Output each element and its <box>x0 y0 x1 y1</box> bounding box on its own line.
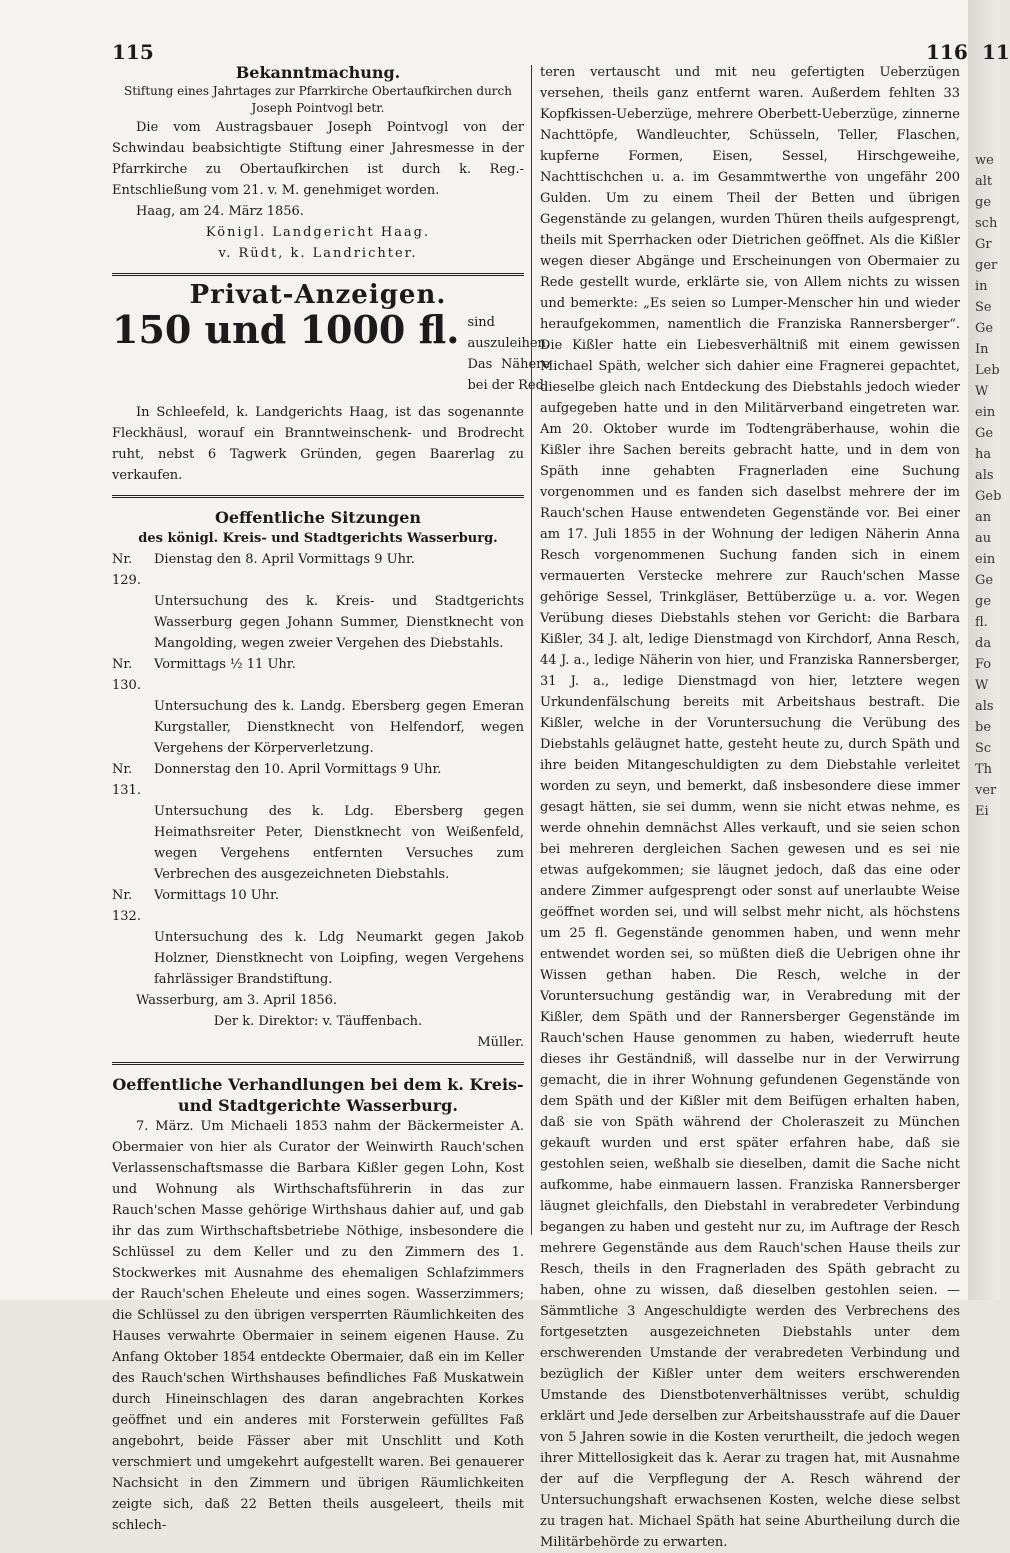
edge-fragment: be <box>975 720 992 735</box>
session-head: Donnerstag den 10. April Vormittags 9 Uhr. <box>154 762 442 777</box>
edge-fragment: in <box>975 279 988 294</box>
edge-fragment: W <box>975 384 989 399</box>
edge-fragment: W <box>975 678 989 693</box>
session-text: Untersuchung des k. Ldg. Ebersberg gegen Heimathsreiter Peter, Dienstknecht von Weißenfeld, wegen Vergehens entfernten Versuches zum Verbrechen des ausgezeichneten Diebstahls. <box>154 804 524 882</box>
edge-fragment: In <box>975 342 989 357</box>
page-number-edge: 11 <box>982 40 1010 64</box>
section-rule <box>112 273 524 276</box>
edge-fragment: als <box>975 468 994 483</box>
notice-date: Haag, am 24. März 1856. <box>136 204 304 219</box>
sale-ad-text: In Schleefeld, k. Landgerichts Haag, ist das sogenannte Fleckhäusl, worauf ein Branntweinschenk- und Brodrecht ruht, nebst 6 Tagwerk Gründen, gegen Baarerlag zu verkaufen. <box>112 405 524 483</box>
sessions-subtitle: des königl. Kreis- und Stadtgerichts Wasserburg. <box>138 531 498 546</box>
left-column <box>112 62 551 1536</box>
trial-title: Oeffentliche Verhandlungen bei dem k. Kreis- und Stadtgerichte Wasserburg. <box>112 1075 524 1115</box>
session-text: Untersuchung des k. Ldg Neumarkt gegen Jakob Holzner, Dienstknecht von Loipfing, wegen Vergehens fahrlässiger Brandstiftung. <box>154 930 524 987</box>
session-number: Nr. 129. <box>112 552 141 588</box>
edge-fragment: Fo <box>975 657 992 672</box>
session-head: Vormittags 10 Uhr. <box>154 888 279 903</box>
loan-ad-text: sind auszuleihen. Das Nähere bei der Red. <box>467 315 551 393</box>
sessions-signature: Der k. Direktor: v. Täuffenbach. <box>213 1014 423 1029</box>
section-rule <box>112 495 524 498</box>
edge-fragment: ge <box>975 594 992 609</box>
notice-subtitle: Stiftung eines Jahrtages zur Pfarrkirche Obertaufkirchen durch Joseph Pointvogl betr. <box>124 84 512 115</box>
edge-fragment: we <box>975 153 994 168</box>
loan-amount: 150 und 1000 fl. <box>112 307 460 352</box>
edge-fragment: Ge <box>975 573 994 588</box>
session-text: Untersuchung des k. Landg. Ebersberg gegen Emeran Kurgstaller, Dienstknecht von Helfendorf, wegen Vergehens der Körperverletzung. <box>154 699 524 756</box>
edge-fragment: ein <box>975 405 996 420</box>
session-entry <box>112 549 524 654</box>
column-divider <box>531 65 532 1235</box>
edge-fragment: fl. <box>975 615 988 630</box>
page-number-right: 116 <box>926 40 968 64</box>
loan-ad <box>112 307 551 396</box>
edge-fragment: Leb <box>975 363 1000 378</box>
notice-title: Bekanntmachung. <box>235 63 401 82</box>
adjacent-page-fragments <box>975 150 1000 822</box>
edge-fragment: Ei <box>975 804 989 819</box>
section-rule <box>112 1062 524 1065</box>
sessions-title: Oeffentliche Sitzungen <box>214 508 422 527</box>
session-number: Nr. 132. <box>112 888 141 924</box>
edge-fragment: ha <box>975 447 992 462</box>
edge-fragment: ein <box>975 552 996 567</box>
session-number: Nr. 131. <box>112 762 141 798</box>
edge-fragment: Se <box>975 300 992 315</box>
session-head: Vormittags ½ 11 Uhr. <box>154 657 296 672</box>
notice-court: Königl. Landgericht Haag. <box>205 225 431 240</box>
edge-fragment: sch <box>975 216 998 231</box>
edge-fragment: Geb <box>975 489 1002 504</box>
edge-fragment: Gr <box>975 237 992 252</box>
session-entry <box>112 759 524 885</box>
trial-text: 7. März. Um Michaeli 1853 nahm der Bäckermeister A. Obermaier von hier als Curator der Weinwirth Rauch'schen Verlassenschaftsmasse die Barbara Kißler gegen Lohn, Kost und Wohnung als Wirthschaftsführerin in das zur Rauch'schen Masse gehörige Wirthshaus dahier auf, und gab ihr das zum Wirthschaftsbetriebe Nöthige, insbesondere die Schlüssel zu dem Keller und zu den Zimmern des 1. Stockwerkes mit Ausnahme des ehemaligen Schlafzimmers der Rauch'schen Eheleute und eines sogen. Wasserzimmers; die Schlüssel zu den übrigen versperrten Räumlichkeiten des Hauses verwahrte Obermaier in seinem eigenen Hause. Zu Anfang Oktober 1854 entdeckte Obermaier, daß ein im Keller des Rauch'schen Wirthshauses befindliches Faß Muskatwein durch Hineinschlagen des daran angebrachten Korkes geöffnet und ein anderes mit Forsterwein gefülltes Faß angebohrt, beide Fässer aber mit Unschlitt und Koth verschmiert und umgekehrt aufgestellt waren. Bei genauerer Nachsicht in den Zimmern und übrigen Räumlichkeiten zeigte sich, daß 22 Betten theils ausgeleert, theils mit schlech- <box>112 1119 524 1533</box>
notice-signature: v. Rüdt, k. Landrichter. <box>218 246 418 261</box>
edge-fragment: alt <box>975 174 993 189</box>
edge-fragment: als <box>975 699 994 714</box>
sessions-date: Wasserburg, am 3. April 1856. <box>136 993 338 1008</box>
sessions-signature-2: Müller. <box>477 1035 524 1050</box>
trial-text-continued: teren vertauscht und mit neu gefertigten Ueberzügen versehen, theils ganz entfernt waren. Außerdem fehlten 33 Kopfkissen-Ueberzüge, mehrere Oberbett-Ueberzüge, zinnerne Nachttöpfe, Wandleuchter, Schüsseln, Teller, Flaschen, kupferne Formen, Eisen, Sessel, Hirschgeweihe, Nachttischchen u. a. im Gesammtwerthe von ungefähr 200 Gulden. Um zu einem Theil der Betten und übrigen Gegenstände zu gelangen, wurden Thüren theils aufgesprengt, theils mit Sperrhacken oder Dietrichen geöffnet. Als die Kißler wegen dieser Abgänge und Erscheinungen von Obermaier zu Rede gestellt wurde, erklärte sie, von Allem nichts zu wissen und bemerkte: „Es seien so Lumper-Menscher hin und wieder heraufgekommen, namentlich die Franziska Rannersberger“. Die Kißler hatte ein Liebesverhältniß mit einem gewissen Michael Späth, welcher sich dahier eine Fragnerei gepachtet, dieselbe gleich nach Entdeckung des Diebstahls jedoch wieder aufgegeben hatte und in den Militärverband eingetreten war. Am 20. Oktober wurde im Todtengräberhause, wohin die Kißler ihre Sachen bereits gebracht hatte, und in dem von Späth inne gehabten Fragnerladen eine Suchung vorgenommen und es fanden sich daselbst mehrere der im Rauch'schen Hause entwendeten Gegenstände vor. Bei einer am 17. Juli 1855 in der Wohnung der ledigen Näherin Anna Resch vorgenommenen Suchung fanden sich in einem vermauerten Verstecke mehrere zur Rauch'schen Masse gehörige Sessel, Trinkgläser, Bettüberzüge u. a. vor. Wegen Verübung dieses Diebstahls stehen vor Gericht: die Barbara Kißler, 34 J. alt, ledige Dienstmagd von Kirchdorf, Anna Resch, 44 J. a., ledige Näherin von hier, und Franziska Rannersberger, 31 J. a., ledige Dienstmagd von hier, letztere wegen Urkundenfälschung bereits mit Arbeitshaus bestraft. Die Kißler, welche in der Voruntersuchung die Verübung des Diebstahls geläugnet hatte, gesteht heute zu, durch Späth und ihre beiden Mitangeschuldigten zu dem Diebstahle verleitet worden zu seyn, und bemerkt, daß insbesondere diese immer gesagt hätten, sie sei dumm, wenn sie nicht etwas nehme, es werde ohnehin demnächst Alles verkauft, und sie seien schon bei mehreren dergleichen Sachen gewesen und es sei nie etwas aufgekommen; sie läugnet jedoch, daß das eine oder andere Zimmer aufgesprengt oder sonst auf unerlaubte Weise geöffnet worden sei, und will selbst mehr nicht, als höchstens um 25 fl. Gegenstände genommen haben, und wenn mehr entwendet worden sei, so müßten dieß die Uebrigen ohne ihr Wissen gethan haben. Die Resch, welche in der Voruntersuchung geständig war, in Verabredung mit der Kißler, dem Späth und der Rannersberger Gegenstände im Rauch'schen Hause genommen zu haben, wiederruft heute dieses ihr Geständniß, will dasselbe nur in der Verwirrung gemacht, die in ihrer Wohnung gefundenen Gegenstände von dem Späth und der Kißler mit dem Beifügen erhalten haben, daß sie von Späth während der Choleraszeit zu München gekauft wurden und erst später erfahren habe, daß sie gestohlen seien, weßhalb sie dieselben, damit die Sache nicht aufkomme, habe einmauern lassen. Franziska Rannersberger läugnet gleichfalls, den Diebstahl in verabredeter Verbindung begangen zu haben und gesteht nur zu, im Auftrage der Resch mehrere Gegenstände aus dem Rauch'schen Hause theils zur Resch, theils in den Fragnerladen des Späth gebracht zu haben, ohne zu wissen, daß dieselben gestohlen seien. — Sämmtliche 3 Angeschuldigte werden des Verbrechens des fortgesetzten ausgezeichneten Diebstahls unter dem erschwerenden Umstande der verabredeten Verbindung und bezüglich der Kißler unter dem weiters erschwerenden Umstande des Dienstbotenverhältnisses verübt, schuldig erklärt und Jede derselben zur Arbeitshausstrafe auf die Dauer von 5 Jahren sowie in die Kosten verurtheilt, die jedoch wegen ihrer Mittellosigkeit das k. Aerar zu tragen hat, mit Ausnahme der auf die Verpflegung der A. Resch während der Untersuchungshaft erwachsenen Kosten, welche diese selbst zu tragen hat. Michael Späth hat seine Aburtheilung durch die Militärbehörde zu erwarten. <box>540 65 960 1550</box>
session-text: Untersuchung des k. Kreis- und Stadtgerichts Wasserburg gegen Johann Summer, Dienstknecht von Mangolding, wegen zweier Vergehen des Diebstahls. <box>154 594 524 651</box>
edge-fragment: ge <box>975 195 992 210</box>
edge-fragment: Th <box>975 762 993 777</box>
right-column <box>540 62 960 1553</box>
edge-fragment: da <box>975 636 992 651</box>
session-entry <box>112 654 524 759</box>
edge-fragment: au <box>975 531 992 546</box>
session-number: Nr. 130. <box>112 657 141 693</box>
edge-fragment: ver <box>975 783 997 798</box>
edge-fragment: an <box>975 510 992 525</box>
edge-fragment: ger <box>975 258 998 273</box>
edge-fragment: Sc <box>975 741 992 756</box>
private-ads-title: Privat-Anzeigen. <box>189 280 447 310</box>
notice-body: Die vom Austragsbauer Joseph Pointvogl von der Schwindau beabsichtigte Stiftung einer Jahresmesse in der Pfarrkirche zu Obertaufkirchen ist durch k. Reg.-Entschließung vom 21. v. M. genehmiget worden. <box>112 120 524 198</box>
page-number-left: 115 <box>112 40 154 64</box>
edge-fragment: Ge <box>975 426 994 441</box>
session-entry <box>112 885 524 990</box>
session-head: Dienstag den 8. April Vormittags 9 Uhr. <box>154 552 415 567</box>
edge-fragment: Ge <box>975 321 994 336</box>
